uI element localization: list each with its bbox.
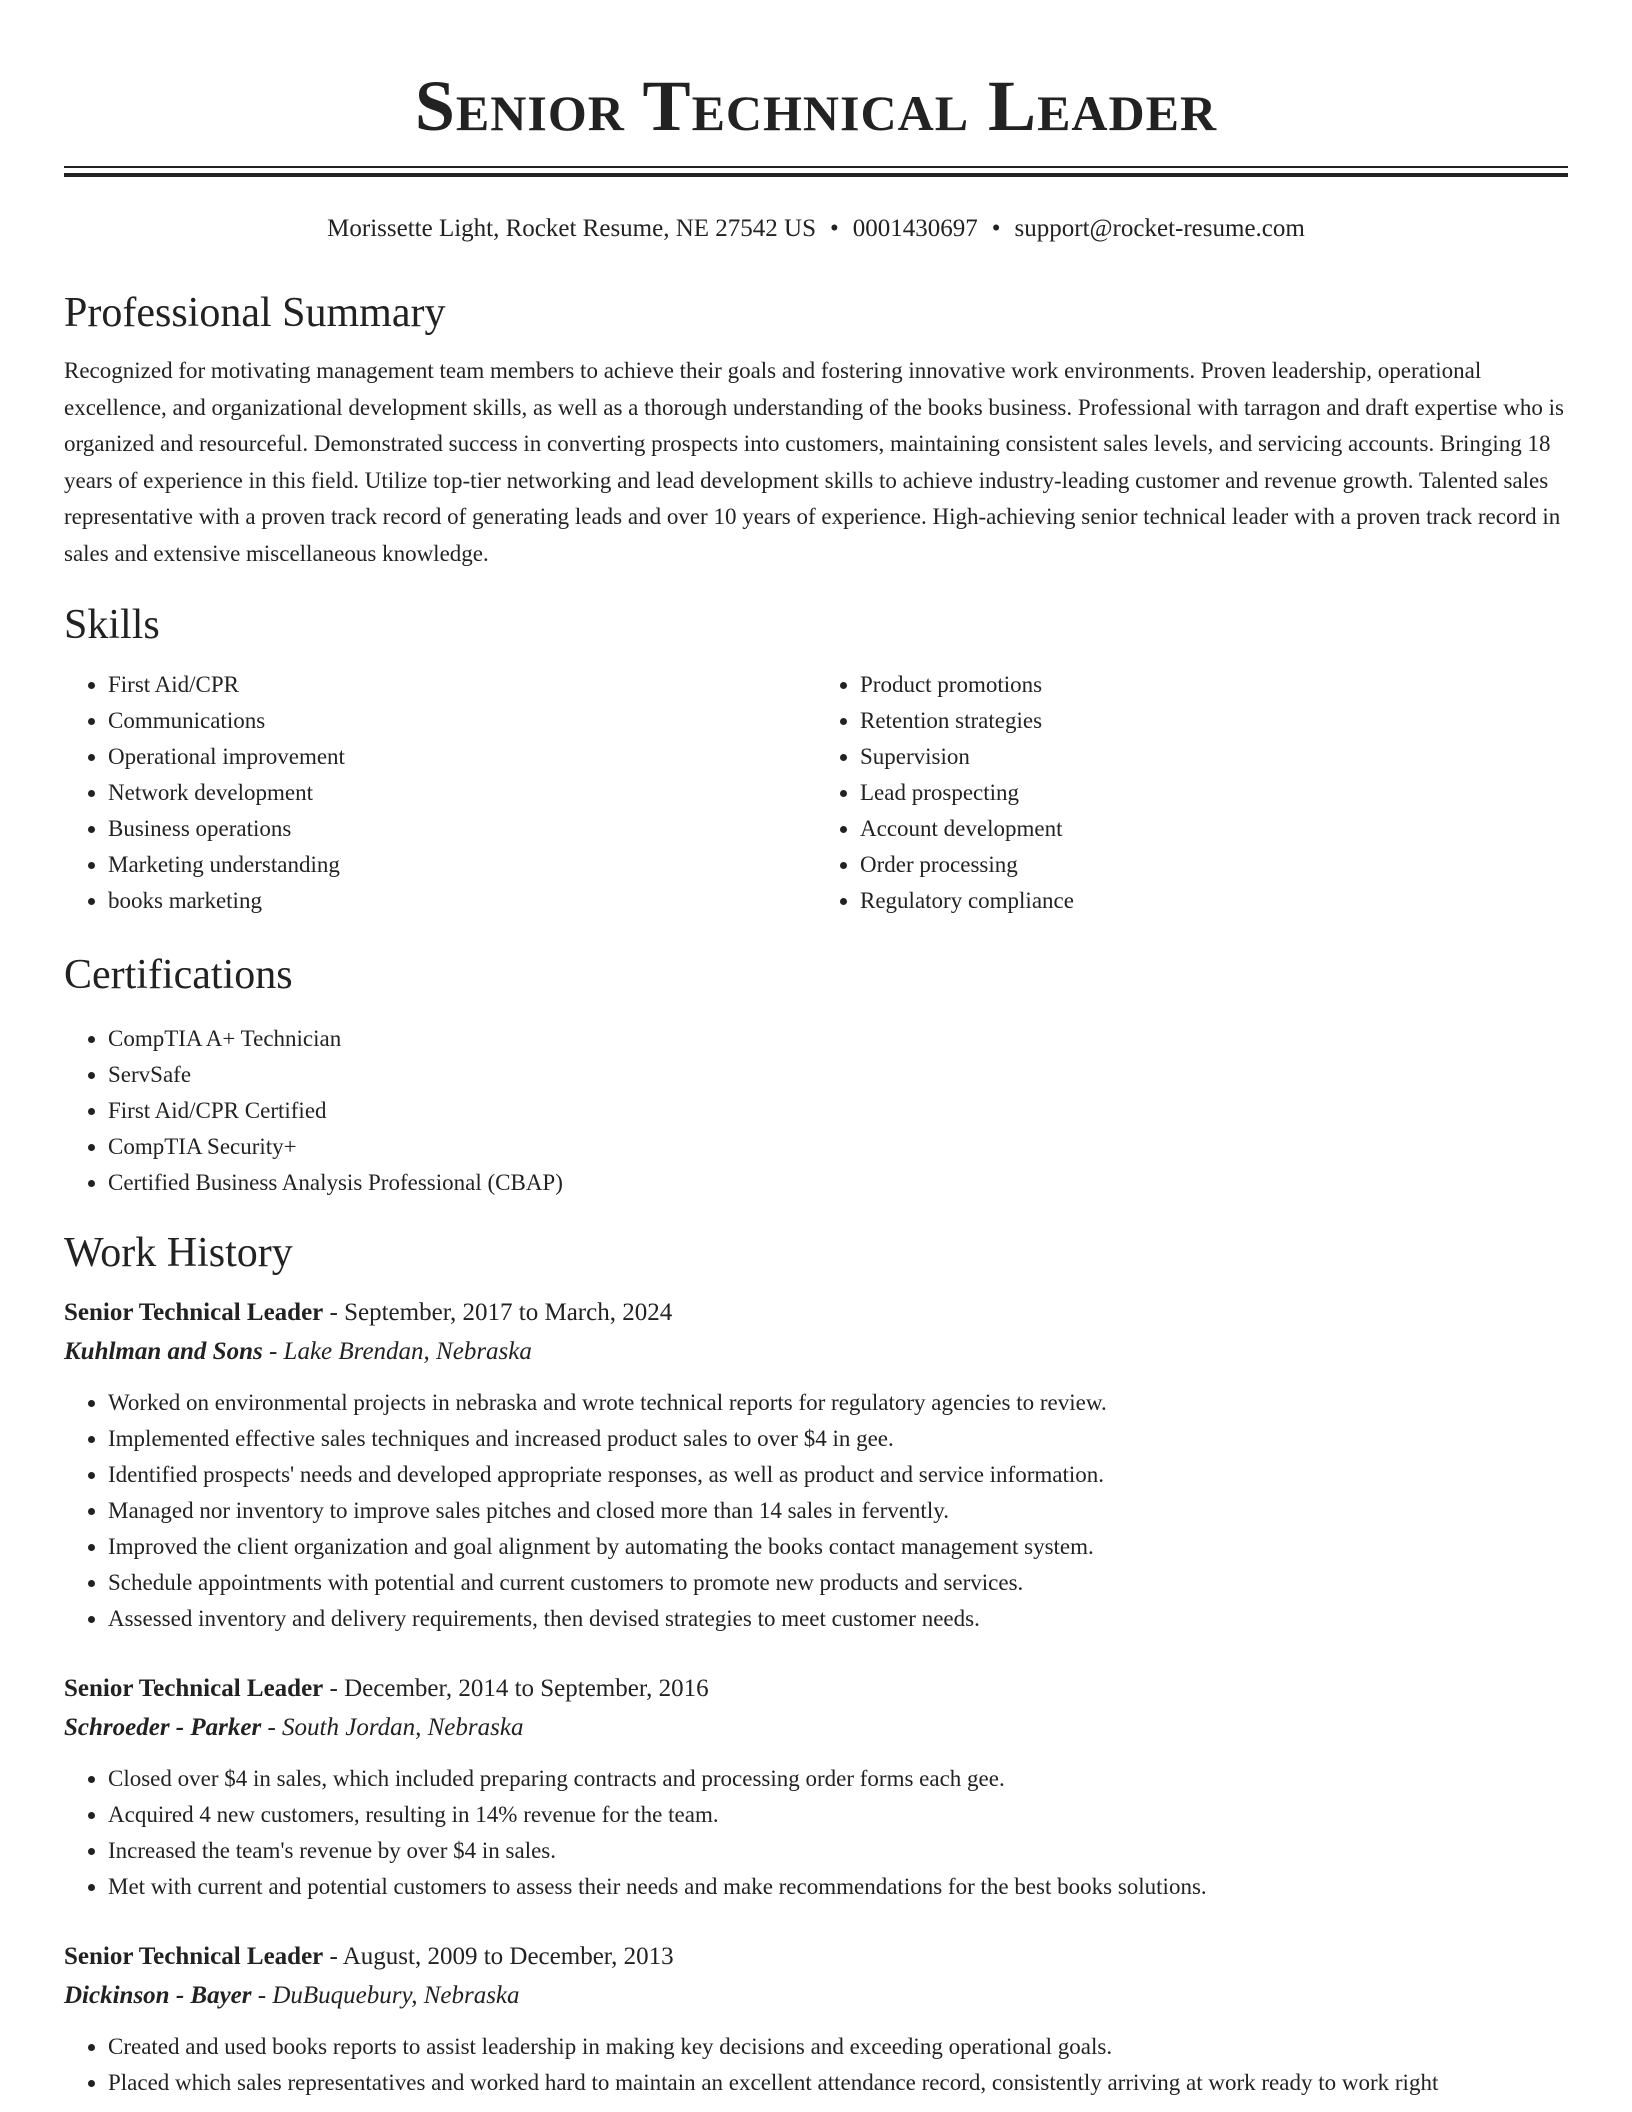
job-title: Senior Technical Leader <box>64 1674 324 1702</box>
job-entry <box>64 1937 1568 2101</box>
job-title-line <box>64 1669 1568 1709</box>
company-line <box>64 1977 1568 2015</box>
job-title: Senior Technical Leader <box>64 1942 324 1970</box>
company-line <box>64 1709 1568 1747</box>
summary-heading: Professional Summary <box>64 290 446 336</box>
skill-item: • First Aid/CPR <box>108 667 816 703</box>
job-bullet: • Improved the client organization and goal alignment by automating the books contact management system. <box>108 1529 1568 1565</box>
contact-separator: • <box>991 215 1001 242</box>
job-bullets <box>64 1385 1568 1637</box>
job-dates: - August, 2009 to December, 2013 <box>323 1942 674 1970</box>
skills-column-left <box>64 667 816 919</box>
job-title: Senior Technical Leader <box>64 1298 324 1326</box>
contact-address: Morissette Light, Rocket Resume, NE 27542 US <box>327 215 816 242</box>
skills-heading: Skills <box>64 601 160 648</box>
job-title-line <box>64 1293 1568 1333</box>
work-history-heading: Work History <box>64 1229 293 1276</box>
job-bullet: • Schedule appointments with potential and current customers to promote new products and services. <box>108 1565 1568 1601</box>
skill-item: • Supervision <box>860 739 1568 775</box>
company-name: Kuhlman and Sons <box>64 1337 263 1365</box>
company-line <box>64 1333 1568 1371</box>
job-bullet: • Increased the team's revenue by over $4 in sales. <box>108 1833 1568 1869</box>
job-bullet: • Managed nor inventory to improve sales pitches and closed more than 14 sales in fervently. <box>108 1493 1568 1529</box>
certification-item: • ServSafe <box>108 1057 1568 1093</box>
company-name: Dickinson - Bayer <box>64 1981 252 2009</box>
resume-page <box>64 0 1568 2101</box>
certification-item: • First Aid/CPR Certified <box>108 1093 1568 1129</box>
job-title-line <box>64 1937 1568 1977</box>
company-name: Schroeder - Parker <box>64 1713 262 1741</box>
title-divider <box>64 166 1568 177</box>
skill-item: • Product promotions <box>860 667 1568 703</box>
skill-item: • Marketing understanding <box>108 847 816 883</box>
job-dates: - December, 2014 to September, 2016 <box>323 1674 709 1702</box>
certifications-list <box>64 1021 1568 1201</box>
job-entry <box>64 1669 1568 1905</box>
resume-title: Senior Technical Leader <box>414 66 1218 146</box>
skill-item: • Business operations <box>108 811 816 847</box>
contact-phone: 0001430697 <box>852 215 978 242</box>
contact-email: support@rocket-resume.com <box>1014 215 1305 242</box>
job-bullet: • Identified prospects' needs and developed appropriate responses, as well as product and service information. <box>108 1457 1568 1493</box>
job-bullets <box>64 2029 1568 2101</box>
skill-item: • books marketing <box>108 883 816 919</box>
skill-item: • Account development <box>860 811 1568 847</box>
skill-item: • Network development <box>108 775 816 811</box>
job-entry <box>64 1293 1568 1637</box>
contact-line <box>64 213 1568 245</box>
job-dates: - September, 2017 to March, 2024 <box>323 1298 673 1326</box>
job-bullet: • Assessed inventory and delivery requirements, then devised strategies to meet customer needs. <box>108 1601 1568 1637</box>
skills-column-right <box>816 667 1568 919</box>
skill-item: • Order processing <box>860 847 1568 883</box>
job-bullet: • Created and used books reports to assist leadership in making key decisions and exceeding operational goals. <box>108 2029 1568 2065</box>
certification-item: • CompTIA A+ Technician <box>108 1021 1568 1057</box>
job-bullet: • Closed over $4 in sales, which included preparing contracts and processing order forms each gee. <box>108 1761 1568 1797</box>
summary-text: Recognized for motivating management team members to achieve their goals and fostering innovative work environments. Proven leadership, operational excellence, and organizational development skills, as well as a thorough understanding of the books business. Professional with tarragon and draft expertise who is organized and resourceful. Demonstrated success in converting prospects into customers, maintaining consistent sales levels, and servicing accounts. Bringing 18 years of experience in this field. Utilize top-tier networking and lead development skills to achieve industry-leading customer and revenue growth. Talented sales representative with a proven track record of generating leads and over 10 years of experience. High-achieving senior technical leader with a proven track record in sales and extensive miscellaneous knowledge. <box>64 358 1564 566</box>
skill-item: • Lead prospecting <box>860 775 1568 811</box>
company-location: - Lake Brendan, Nebraska <box>262 1337 532 1365</box>
company-location: - DuBuquebury, Nebraska <box>251 1981 520 2009</box>
skills-list <box>64 667 1568 919</box>
job-bullet: • Acquired 4 new customers, resulting in 14% revenue for the team. <box>108 1797 1568 1833</box>
job-bullets <box>64 1761 1568 1905</box>
certification-item: • CompTIA Security+ <box>108 1129 1568 1165</box>
job-bullet: • Placed which sales representatives and worked hard to maintain an excellent attendance record, consistently arriving at work ready to work right <box>108 2065 1568 2101</box>
company-location: - South Jordan, Nebraska <box>261 1713 524 1741</box>
skill-item: • Retention strategies <box>860 703 1568 739</box>
contact-separator: • <box>830 215 839 242</box>
skill-item: • Operational improvement <box>108 739 816 775</box>
skill-item: • Communications <box>108 703 816 739</box>
job-bullet: • Met with current and potential customers to assess their needs and make recommendations for the best books solutions. <box>108 1869 1568 1905</box>
job-bullet: • Implemented effective sales techniques and increased product sales to over $4 in gee. <box>108 1421 1568 1457</box>
skill-item: • Regulatory compliance <box>860 883 1568 919</box>
job-bullet: • Worked on environmental projects in nebraska and wrote technical reports for regulatory agencies to review. <box>108 1385 1568 1421</box>
certification-item: • Certified Business Analysis Professional (CBAP) <box>108 1165 1568 1201</box>
certifications-heading: Certifications <box>64 951 293 998</box>
